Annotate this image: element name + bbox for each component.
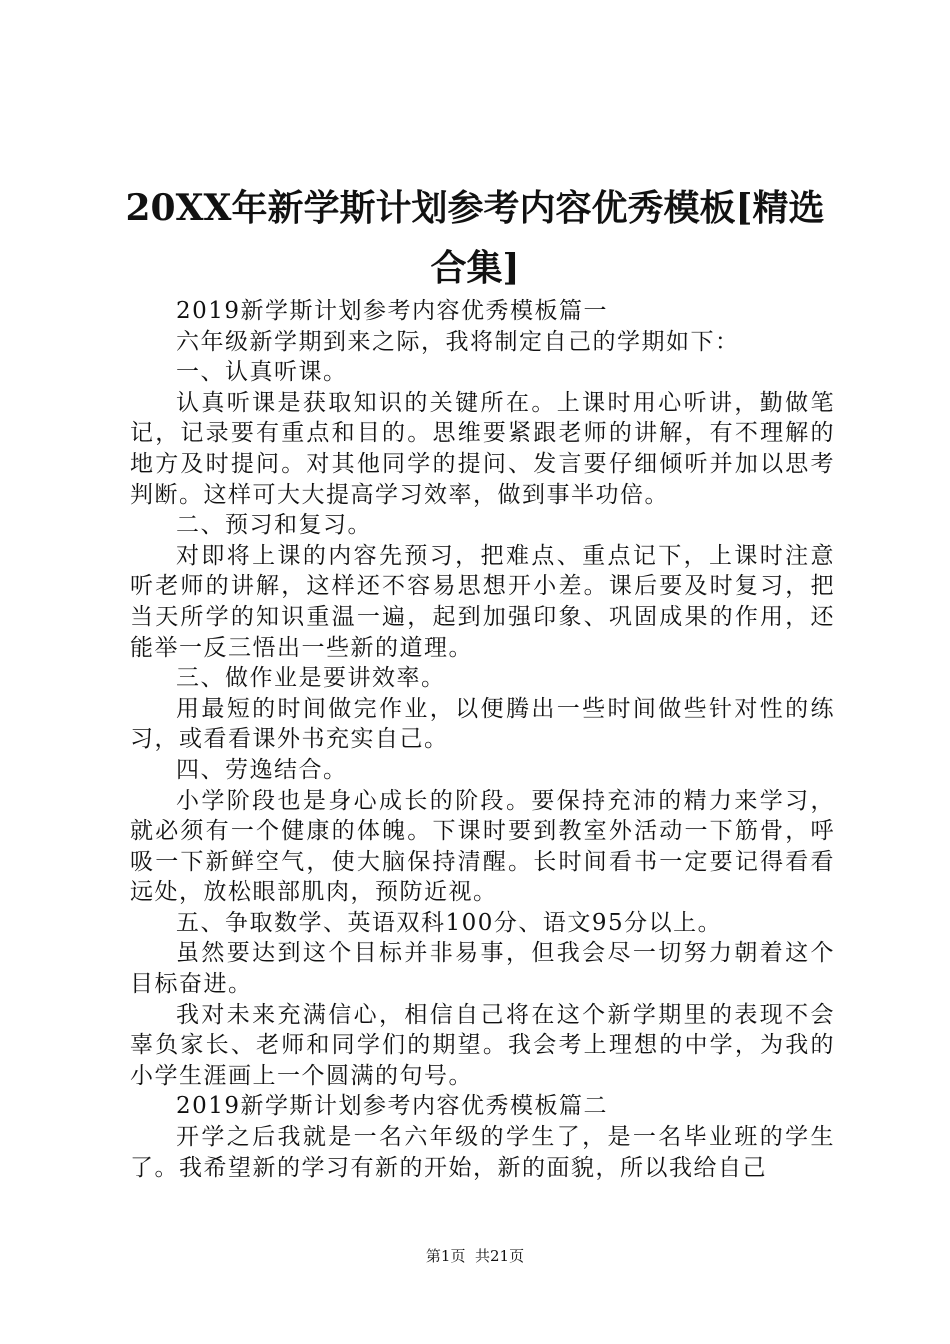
paragraph: 二、预习和复习。 bbox=[176, 512, 372, 539]
paragraph: 三、做作业是要讲效率。 bbox=[176, 665, 446, 692]
footer-separator bbox=[465, 1247, 475, 1265]
page-total: 共21页 bbox=[475, 1247, 525, 1265]
paragraph: 认真听课是获取知识的关键所在。上课时用心听讲，勤做笔记，记录要有重点和目的。思维要紧跟老师的讲解，有不理解的地方及时提问。对其他同学的提问、发言要仔细倾听并加以思考判断。这样可大大提高学习效率，做到事半功倍。 bbox=[130, 389, 835, 508]
paragraph: 四、劳逸结合。 bbox=[176, 756, 348, 783]
paragraph: 虽然要达到这个目标并非易事，但我会尽一切努力朝着这个目标奋进。 bbox=[130, 940, 835, 998]
paragraph: 一、认真听课。 bbox=[176, 359, 348, 386]
paragraph: 2019新学斯计划参考内容优秀模板篇二 bbox=[176, 1093, 609, 1120]
page-number: 第1页 bbox=[425, 1247, 466, 1265]
paragraph: 2019新学斯计划参考内容优秀模板篇一 bbox=[176, 298, 609, 324]
paragraph: 用最短的时间做完作业，以便腾出一些时间做些针对性的练习，或看看课外书充实自己。 bbox=[130, 695, 835, 753]
document-title: 20XX年新学斯计划参考内容优秀模板[精选合集] bbox=[125, 187, 825, 289]
paragraph: 五、争取数学、英语双科100分、语文95分以上。 bbox=[176, 909, 723, 936]
document-body bbox=[130, 296, 835, 1183]
paragraph: 我对未来充满信心，相信自己将在这个新学期里的表现不会辜负家长、老师和同学们的期望。我会考上理想的中学，为我的小学生涯画上一个圆满的句号。 bbox=[130, 1001, 835, 1089]
paragraph: 开学之后我就是一名六年级的学生了，是一名毕业班的学生了。我希望新的学习有新的开始，新的面貌，所以我给自己 bbox=[130, 1124, 835, 1181]
page-footer bbox=[0, 1246, 950, 1266]
paragraph: 对即将上课的内容先预习，把难点、重点记下，上课时注意听老师的讲解，这样还不容易思想开小差。课后要及时复习，把当天所学的知识重温一遍，起到加强印象、巩固成果的作用，还能举一反三悟出一些新的道理。 bbox=[130, 542, 835, 661]
paragraph: 小学阶段也是身心成长的阶段。要保持充沛的精力来学习，就必须有一个健康的体魄。下课时要到教室外活动一下筋骨，呼吸一下新鲜空气，使大脑保持清醒。长时间看书一定要记得看看远处，放松眼部肌肉，预防近视。 bbox=[130, 787, 835, 906]
paragraph: 六年级新学期到来之际，我将制定自己的学期如下： bbox=[176, 328, 740, 355]
